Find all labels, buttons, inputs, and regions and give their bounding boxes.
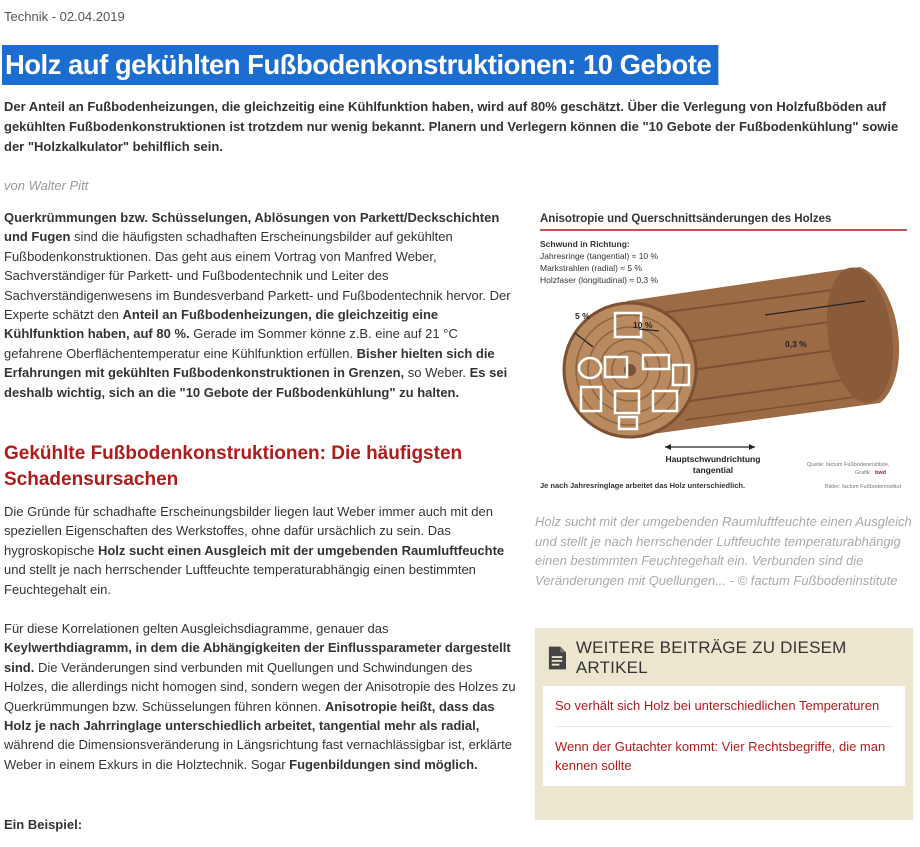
related-title: WEITERE BEITRÄGE ZU DIESEM ARTIKEL (575, 638, 847, 677)
text-segment: Es sei deshalb wichtig, sich an die "10 Gebote der Fußbodenkühlung" zu halten. (4, 365, 508, 400)
text-segment: Anteil an Fußbodenheizungen, die gleichzeitig eine Kühlfunktion haben, auf 80 %. (4, 307, 439, 342)
log-illustration (564, 263, 901, 450)
article-lead: Der Anteil an Fußbodenheizungen, die gleichzeitig eine Kühlfunktion haben, wird auf 80% geschätzt. Über die Verlegung von Holzfußböden auf gekühlten Fußbodenkonstruktionen ist trotzdem nur wenig bekannt. Planern und Verlegern können die "10 Gebote der Fußbodenkühlung" sowie der "Holzkalkulator" behilflich sein. (4, 99, 899, 154)
source-line-1: Quelle: factum Fußbodeninstitute, (807, 462, 890, 468)
shrink-heading: Schwund in Richtung: (540, 239, 630, 249)
shrink-line-3: Holzfaser (longitudinal) ≈ 0,3 % (540, 275, 659, 285)
label-5-percent: 5 % (575, 311, 590, 321)
paragraph-2 (4, 502, 518, 599)
paragraph-4: Ein Beispiel: (4, 817, 83, 832)
source-line-2: Grafik: (855, 470, 872, 476)
text-segment: und stellt je nach herrschender Luftfeuchte temperaturabhängig einen bestimmten Feuchtegehalt ein. (4, 562, 476, 597)
document-icon (547, 646, 568, 670)
related-header (543, 636, 905, 680)
author-byline: von Walter Pitt (4, 178, 89, 193)
figure-caption: Holz sucht mit der umgebenden Raumluftfeuchte einen Ausgleich und stellt je nach herrschender Luftfeuchte temperaturabhängig einen bestimmten Feuchtegehalt ein. Verbunden sind die Veränderungen mit Quellungen... - © factum Fußbodeninstitute (535, 514, 912, 588)
related-list (543, 686, 905, 786)
related-link-2[interactable]: Wenn der Gutachter kommt: Vier Rechtsbegriffe, die man kennen sollte (555, 726, 893, 786)
page-title: Holz auf gekühlten Fußbodenkonstruktionen: 10 Gebote (2, 45, 718, 85)
text-segment: sind die häufigsten schadhaften Erscheinungsbilder auf gekühlten Fußbodenkonstruktionen. Das geht aus einem Vortrag von Manfred Weber, Sachverständiger für Parkett- und Fußbodentechnik und Leiter des Sachverständigenwesens im Bundesverband Parkett- und Fußbodentechnik hervor. Der Experte schätzt den (4, 229, 511, 323)
source-line-3: Bilder: factum Fußbodeninstitut (825, 484, 902, 490)
main-shrink-label-2: tangential (692, 465, 734, 475)
headline-container (2, 45, 733, 85)
text-segment: Holz sucht einen Ausgleich mit der umgebenden Raumluftfeuchte (97, 542, 505, 558)
text-segment: Die Gründe für schadhafte Erscheinungsbilder liegen laut Weber immer auch mit den speziellen Eigenschaften des Werkstoffes, ohne dafür ursächlich zu sein. Das hygroskopische (4, 504, 493, 558)
source-brand: bwd (875, 470, 886, 476)
text-segment: Keylwerthdiagramm, in dem die Abhängigkeiten der Einflussparameter dargestellt sind. (4, 640, 511, 675)
text-segment: so Weber. (404, 365, 470, 381)
shrink-line-1: Jahresringe (tangential) ≈ 10 % (540, 251, 659, 261)
main-shrink-label-1: Hauptschwundrichtung (665, 454, 761, 464)
figure-title: Anisotropie und Querschnittsänderungen des Holzes (540, 213, 832, 225)
label-10-percent: 10 % (633, 320, 653, 330)
text-segment: Anisotropie heißt, dass das Holz je nach Jahrringlage unterschiedlich arbeitet, tangential mehr als radial, (4, 698, 495, 734)
paragraph-3 (4, 619, 518, 774)
text-segment: Bisher hielten sich die Erfahrungen mit gekühlten Fußbodenkonstruktionen in Grenzen, (4, 345, 495, 381)
label-03-percent: 0,3 % (785, 339, 807, 349)
related-articles-box (535, 628, 913, 820)
text-segment: Für diese Korrelationen gelten Ausgleichsdiagramme, genauer das (4, 621, 389, 636)
shrink-line-2: Markstrahlen (radial) ≈ 5 % (540, 263, 642, 273)
anisotropy-figure[interactable] (535, 205, 913, 495)
text-segment: Die Veränderungen sind verbunden mit Quellungen und Schwindungen des Holzes, die allerdings nicht homogen sind, sondern wegen der Anisotropie des Holzes zu Querkrümmungen bzw. Schüsselungen führen können. (4, 659, 516, 714)
figure-note: Je nach Jahresringlage arbeitet das Holz unterschiedlich. (540, 481, 746, 490)
paragraph-1 (4, 208, 518, 402)
text-segment: Gerade im Sommer könne z.B. eine auf 21 °C gefahrene Oberflächentemperatur eine Kühlfunktion erfüllen. (4, 326, 458, 361)
text-segment: während die Dimensionsveränderung in Längsrichtung fast vernachlässigbar ist, erklärte Weber in einem Exkurs in die Holztechnik. Sogar (4, 737, 512, 772)
text-segment: Querkrümmungen bzw. Schüsselungen, Ablösungen von Parkett/Deckschichten und Fugen (4, 210, 500, 245)
text-segment: Fugenbildungen sind möglich. (289, 756, 478, 772)
article-meta: Technik - 02.04.2019 (4, 9, 125, 24)
section-heading: Gekühlte Fußbodenkonstruktionen: Die häufigsten Schadensursachen (4, 443, 463, 490)
related-link-1[interactable]: So verhält sich Holz bei unterschiedlichen Temperaturen (555, 698, 880, 713)
